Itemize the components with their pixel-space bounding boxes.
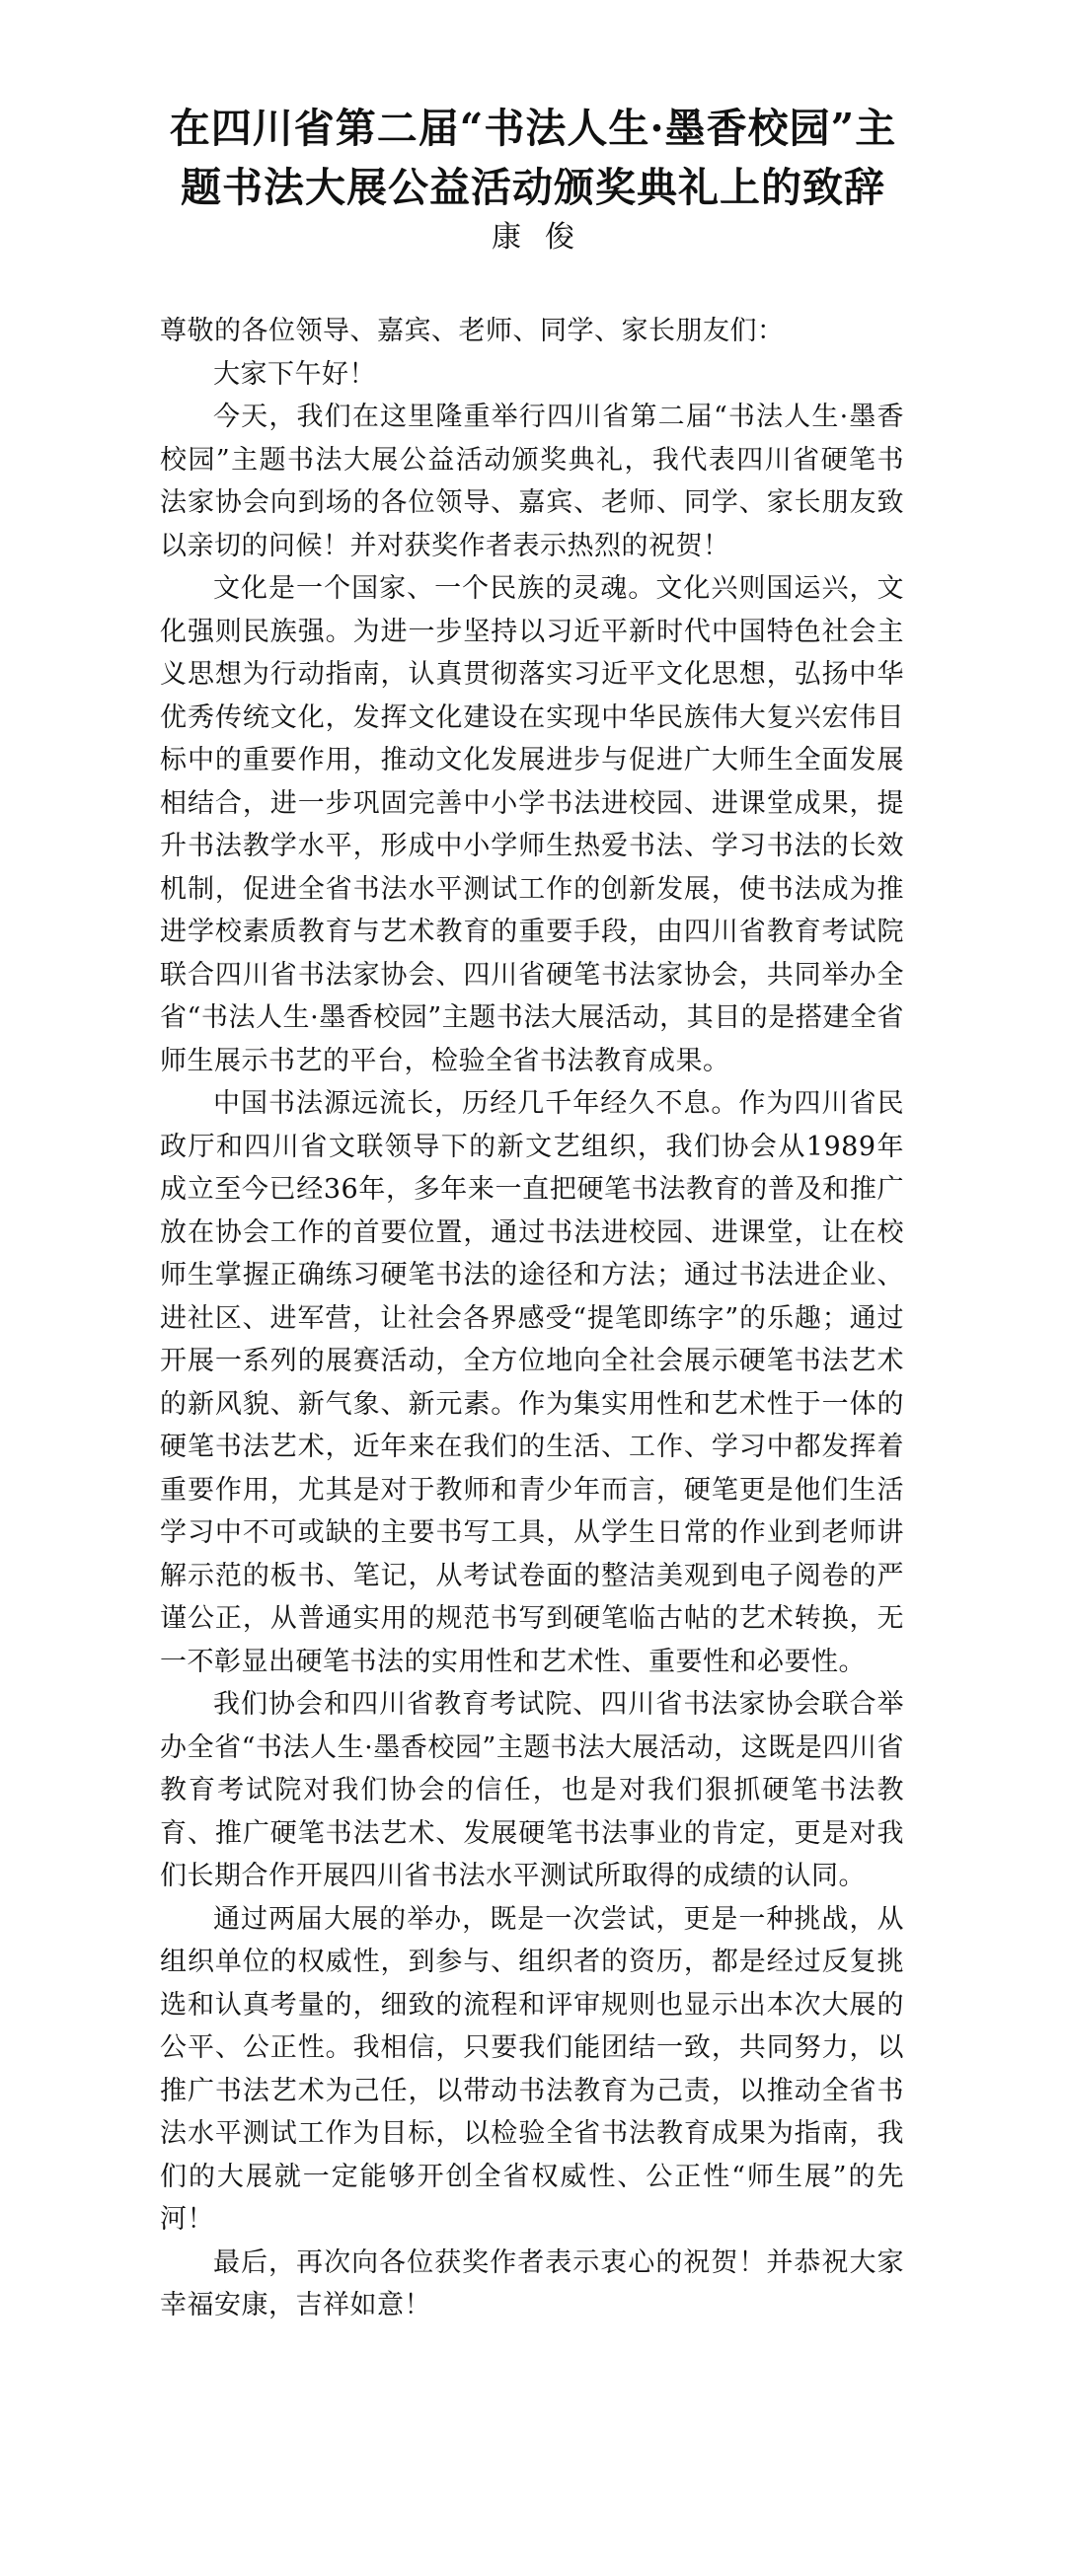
paragraph-greeting: 大家下午好！ bbox=[213, 358, 376, 390]
paragraph-association: 中国书法源远流长，历经几千年经久不息。作为四川省民政厅和四川省文联领导下的新文艺组织，我们协会从1989年成立至今已经36年，多年来一直把硬笔书法教育的普及和推广放在协会工作的首要位置，通过书法进校园、进课堂，让在校师生掌握正确练习硬笔书法的途径和方法；通过书法进企业、进社区、进军营，让社会各界感受“提笔即练字”的乐趣；通过开展一系列的展赛活动，全方位地向全社会展示硬笔书法艺术的新风貌、新气象、新元素。作为集实用性和艺术性于一体的硬笔书法艺术，近年来在我们的生活、工作、学习中都发挥着重要作用，尤其是对于教师和青少年而言，硬笔更是他们生活学习中不可或缺的主要书写工具，从学生日常的作业到老师讲解示范的板书、笔记，从考试卷面的整洁美观到电子阅卷的严谨公正，从普通实用的规范书写到硬笔临古帖的艺术转换，无一不彰显出硬笔书法的实用性和艺术性、重要性和必要性。 bbox=[160, 1088, 904, 1677]
paragraph-closing: 最后，再次向各位获奖作者表示衷心的祝贺！并恭祝大家幸福安康，吉祥如意！ bbox=[160, 2246, 904, 2320]
author-name: 康俊 bbox=[492, 220, 598, 255]
paragraph-opening: 今天，我们在这里隆重举行四川省第二届“书法人生·墨香校园”主题书法大展公益活动颁奖典礼，我代表四川省硬笔书法家协会向到场的各位领导、嘉宾、老师、同学、家长朋友致以亲切的问候！并对获奖作者表示热烈的祝贺！ bbox=[160, 402, 904, 561]
document-title bbox=[118, 99, 948, 217]
title-line: 在四川省第二届“书法人生·墨香校园”主 bbox=[169, 105, 897, 152]
speech-body bbox=[160, 310, 904, 2327]
salutation: 尊敬的各位领导、嘉宾、老师、同学、家长朋友们： bbox=[160, 316, 785, 346]
title-line: 题书法大展公益活动颁奖典礼上的致辞 bbox=[181, 164, 885, 211]
paragraph-culture: 文化是一个国家、一个民族的灵魂。文化兴则国运兴，文化强则民族强。为进一步坚持以习近平新时代中国特色社会主义思想为行动指南，认真贯彻落实习近平文化思想，弘扬中华优秀传统文化，发挥文化建设在实现中华民族伟大复兴宏伟目标中的重要作用，推动文化发展进步与促进广大师生全面发展相结合，进一步巩固完善中小学书法进校园、进课堂成果，提升书法教学水平，形成中小学师生热爱书法、学习书法的长效机制，促进全省书法水平测试工作的创新发展，使书法成为推进学校素质教育与艺术教育的重要手段，由四川省教育考试院联合四川省书法家协会、四川省硬笔书法家协会，共同举办全省“书法人生·墨香校园”主题书法大展活动，其目的是搭建全省师生展示书艺的平台，检验全省书法教育成果。 bbox=[160, 573, 904, 1076]
paragraph-exhibition: 通过两届大展的举办，既是一次尝试，更是一种挑战，从组织单位的权威性，到参与、组织者的资历，都是经过反复挑选和认真考量的，细致的流程和评审规则也显示出本次大展的公平、公正性。我相信，只要我们能团结一致，共同努力，以推广书法艺术为己任，以带动书法教育为己责，以推动全省书法水平测试工作为目标，以检验全省书法教育成果为指南，我们的大展就一定能够开创全省权威性、公正性“师生展”的先河！ bbox=[160, 1903, 904, 2235]
paragraph-cooperation: 我们协会和四川省教育考试院、四川省书法家协会联合举办全省“书法人生·墨香校园”主题书法大展活动，这既是四川省教育考试院对我们协会的信任，也是对我们狠抓硬笔书法教育、推广硬笔书法艺术、发展硬笔书法事业的肯定，更是对我们长期合作开展四川省书法水平测试所取得的成绩的认同。 bbox=[160, 1689, 904, 1891]
